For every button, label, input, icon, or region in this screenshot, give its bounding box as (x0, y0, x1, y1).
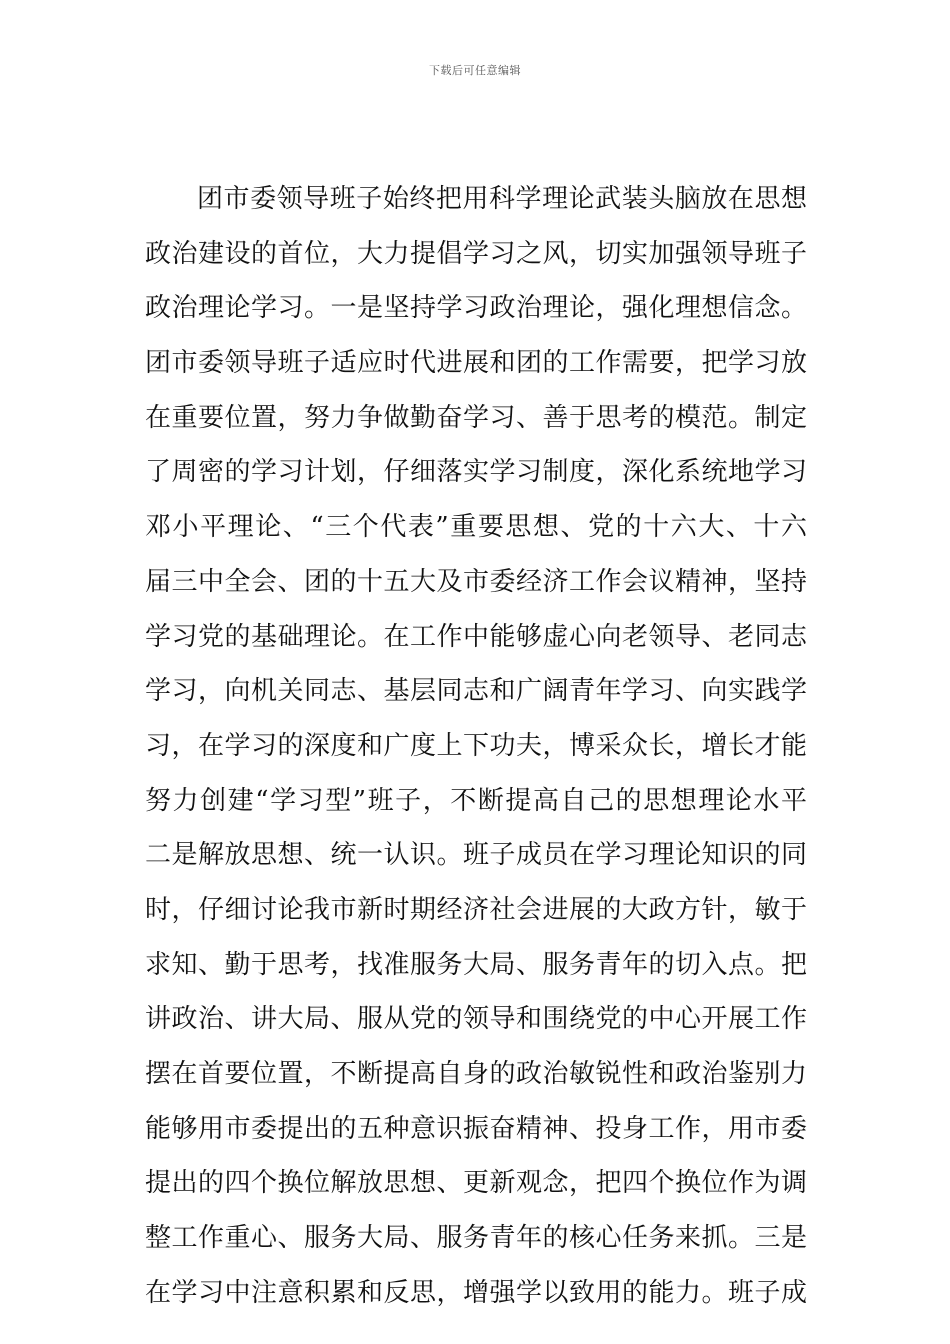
text-line: 学习，向机关同志、基层同志和广阔青年学习、向实践学 (145, 676, 807, 707)
text-line: 团市委领导班子适应时代进展和团的工作需要，把学习放 (145, 348, 807, 379)
text-line: 学习党的基础理论。在工作中能够虚心向老领导、老同志 (145, 621, 807, 652)
text-line: 二是解放思想、统一认识。班子成员在学习理论知识的同 (145, 840, 807, 871)
text-line: 在重要位置，努力争做勤奋学习、善于思考的模范。制定 (145, 402, 807, 433)
text-line: 届三中全会、团的十五大及市委经济工作会议精神，坚持 (145, 566, 807, 597)
body-paragraph (145, 172, 807, 1320)
text-line: 了周密的学习计划，仔细落实学习制度，深化系统地学习 (145, 457, 807, 488)
text-line: 在学习中注意积累和反思，增强学以致用的能力。班子成 (145, 1277, 807, 1308)
text-line: 求知、勤于思考，找准服务大局、服务青年的切入点。把 (145, 949, 807, 980)
text-line: 努力创建“学习型”班子，不断提高自己的思想理论水平 (145, 785, 807, 816)
text-line: 讲政治、讲大局、服从党的领导和围绕党的中心开展工作 (145, 1004, 807, 1035)
text-line: 习，在学习的深度和广度上下功夫，博采众长，增长才能 (145, 730, 807, 761)
text-line: 政治建设的首位，大力提倡学习之风，切实加强领导班子 (145, 238, 807, 269)
text-line: 邓小平理论、“三个代表”重要思想、党的十六大、十六 (145, 512, 807, 543)
text-line: 整工作重心、服务大局、服务青年的核心任务来抓。三是 (145, 1223, 807, 1254)
text-line: 摆在首要位置，不断提高自身的政治敏锐性和政治鉴别力 (145, 1059, 807, 1089)
text-line: 提出的四个换位解放思想、更新观念，把四个换位作为调 (145, 1168, 807, 1199)
text-line: 团市委领导班子始终把用科学理论武装头脑放在思想 (197, 184, 807, 214)
text-line: 能够用市委提出的五种意识振奋精神、投身工作，用市委 (145, 1113, 807, 1144)
text-line: 时，仔细讨论我市新时期经济社会进展的大政方针，敏于 (145, 894, 807, 925)
header-note: 下载后可任意编辑 (429, 64, 521, 77)
text-line: 政治理论学习。一是坚持学习政治理论，强化理想信念。 (145, 293, 807, 324)
